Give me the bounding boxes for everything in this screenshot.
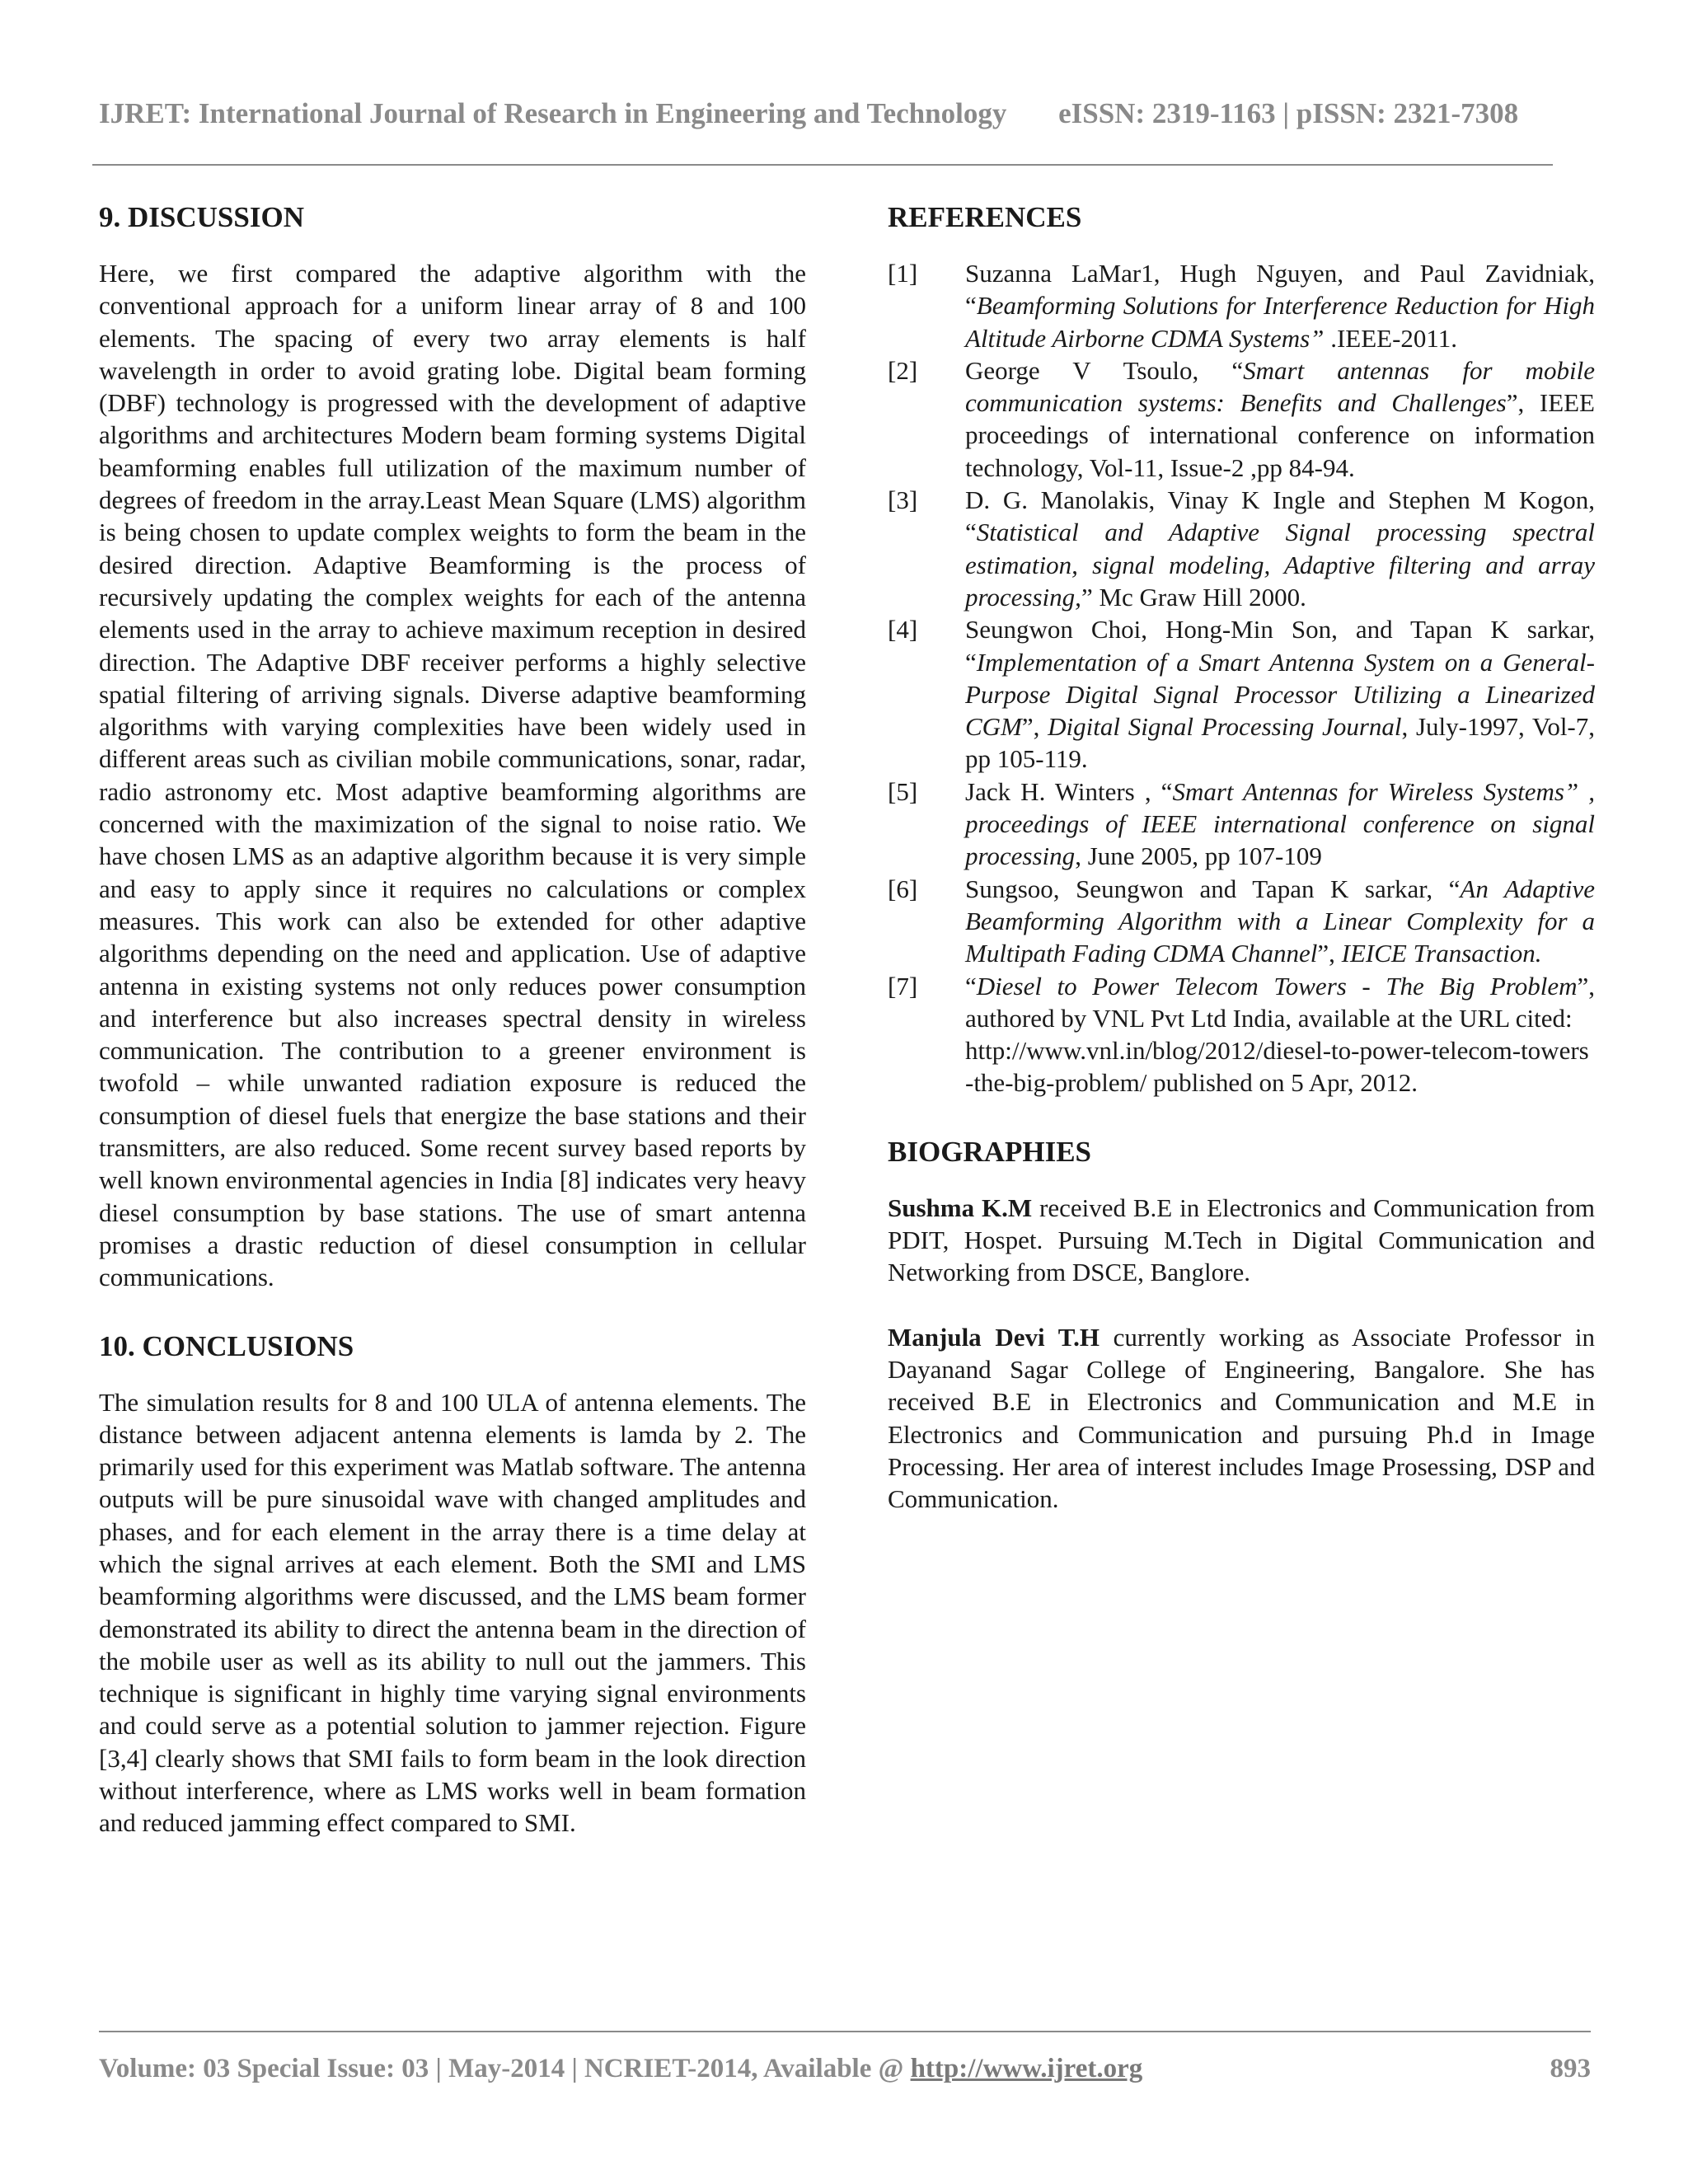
reference-item — [888, 257, 1595, 354]
reference-number: [7] — [888, 971, 918, 1001]
reference-text: Jack H. Winters , “Smart Antennas for Wireless Systems” , proceedings of IEEE international conference on signal processing, June 2005, pp 107-109 — [965, 776, 1595, 871]
author-name: Manjula Devi T.H — [888, 1322, 1100, 1352]
reference-item — [888, 970, 1595, 1099]
reference-number: [5] — [888, 776, 918, 806]
journal-link[interactable]: http://www.ijret.org — [910, 2054, 1143, 2083]
discussion-body: Here, we first compared the adaptive algorithm with the conventional approach for a uniform linear array of 8 and 100 elements. The spacing of every two array elements is half wavelength in order to avoid grating lobe. Digital beam forming (DBF) technology is progressed with the development of adaptive algorithms and architectures Modern beam forming systems Digital beamforming enables full utilization of the maximum number of degrees of freedom in the array.Least Mean Square (LMS) algorithm is being chosen to update complex weights to form the beam in the desired direction. Adaptive Beamforming is the process of recursively updating the complex weights for each of the antenna elements used in the array to achieve maximum reception in desired direction. The Adaptive DBF receiver performs a highly selective spatial filtering of arriving signals. Diverse adaptive beamforming algorithms with varying complexities have been widely used in different areas such as civilian mobile communications, sonar, radar, radio astronomy etc. Most adaptive beamforming algorithms are concerned with the maximization of the signal to noise ratio. We have chosen LMS as an adaptive algorithm because it is very simple and easy to apply since it requires no calculations or complex measures. This work can also be extended for other adaptive algorithms depending on the need and application. Use of adaptive antenna in existing systems not only reduces power consumption and interference but also increases spectral density in wireless communication. The contribution to a greener environment is twofold – while unwanted radiation exposure is reduced the consumption of diesel fuels that energize the base stations and their transmitters, are also reduced. Some recent survey based reports by well known environmental agencies in India [8] indicates very heavy diesel consumption by base stations. The use of smart antenna promises a drastic reduction of diesel consumption in cellular communications. — [99, 259, 806, 1292]
conclusions-body: The simulation results for 8 and 100 ULA of antenna elements. The distance between adjacent antenna elements is lamda by 2. The primarily used for this experiment was Matlab software. The antenna outputs will be pure sinusoidal wave with changed amplitudes and phases, and for each element in the array there is a time delay at which the signal arrives at each element. Both the SMI and LMS beamforming algorithms were discussed, and the LMS beam former demonstrated its ability to direct the antenna beam in the direction of the mobile user as well as its ability to null out the jammers. This technique is significant in highly time varying signal environments and could serve as a potential solution to jammer rejection. Figure [3,4] clearly shows that SMI fails to form beam in the look direction without interference, where as LMS works well in beam formation and reduced jamming effect compared to SMI. — [99, 1387, 806, 1838]
reference-number: [6] — [888, 874, 918, 903]
running-header — [99, 97, 1550, 130]
biography-manjula: Manjula Devi T.H currently working as Associate Professor in Dayanand Sagar College of Engineering, Bangalore. She has received B.E in Electronics and Communication and M.E in Electronics and Communication and pursuing Ph.d in Image Processing. Her area of interest includes Image Prosessing, DSP and Communication. — [888, 1322, 1595, 1514]
references-heading: REFERENCES — [888, 201, 1082, 233]
discussion-heading: 9. DISCUSSION — [99, 201, 304, 233]
reference-item — [888, 484, 1595, 613]
reference-item — [888, 776, 1595, 873]
reference-list — [888, 257, 1595, 1099]
journal-title: IJRET: International Journal of Research in Engineering and Technology — [99, 97, 1007, 129]
left-column — [99, 201, 806, 1840]
reference-url[interactable]: http://www.vnl.in/blog/2012/diesel-to-power-telecom-towers-the-big-problem/ — [965, 1036, 1589, 1098]
reference-item — [888, 354, 1595, 484]
footer-rule — [99, 2031, 1591, 2032]
header-rule — [92, 164, 1553, 166]
reference-text: Sungsoo, Seungwon and Tapan K sarkar, “An Adaptive Beamforming Algorithm with a Linear Complexity for a Multipath Fading CDMA Channel”, IEICE Transaction. — [965, 874, 1595, 968]
author-name: Sushma K.M — [888, 1193, 1033, 1222]
reference-number: [2] — [888, 355, 918, 385]
reference-text: D. G. Manolakis, Vinay K Ingle and Stephen M Kogon, “Statistical and Adaptive Signal processing spectral estimation, signal modeling, Adaptive filtering and array processing,” Mc Graw Hill 2000. — [965, 485, 1595, 612]
issn-info: eISSN: 2319-1163 | pISSN: 2321-7308 — [1058, 97, 1519, 129]
reference-number: [4] — [888, 615, 918, 644]
reference-item — [888, 873, 1595, 970]
reference-number: [1] — [888, 259, 918, 288]
biographies-heading: BIOGRAPHIES — [888, 1135, 1091, 1168]
reference-text: Suzanna LaMar1, Hugh Nguyen, and Paul Zavidniak, “Beamforming Solutions for Interference Reduction for High Altitude Airborne CDMA Systems” .IEEE-2011. — [965, 259, 1595, 353]
reference-text: Seungwon Choi, Hong-Min Son, and Tapan K sarkar, “Implementation of a Smart Antenna System on a General-Purpose Digital Signal Processor Utilizing a Linearized CGM”, Digital Signal Processing Journal, July-1997, Vol-7, pp 105-119. — [965, 615, 1596, 774]
conclusions-heading: 10. CONCLUSIONS — [99, 1329, 354, 1362]
reference-item — [888, 613, 1595, 775]
biography-sushma: Sushma K.M received B.E in Electronics and Communication from PDIT, Hospet. Pursuing M.Tech in Digital Communication and Networking from DSCE, Banglore. — [888, 1193, 1595, 1287]
reference-text: “Diesel to Power Telecom Towers - The Big Problem”, authored by VNL Pvt Ltd India, available at the URL cited: http://www.vnl.in/blog/2012/diesel-to-power-telecom-towers-the-big-problem/ published on 5 Apr, 2012. — [965, 971, 1595, 1098]
reference-text: George V Tsoulo, “Smart antennas for mobile communication systems: Benefits and Challenges”, IEEE proceedings of international conference on information technology, Vol-11, Issue-2 ,pp 84-94. — [965, 355, 1595, 482]
right-column — [888, 201, 1595, 1515]
page-footer — [99, 2054, 1591, 2084]
page-number: 893 — [1550, 2054, 1591, 2083]
footer-info: Volume: 03 Special Issue: 03 | May-2014 | NCRIET-2014, Available @ http://www.ijret.org — [99, 2054, 1143, 2083]
reference-number: [3] — [888, 485, 918, 515]
